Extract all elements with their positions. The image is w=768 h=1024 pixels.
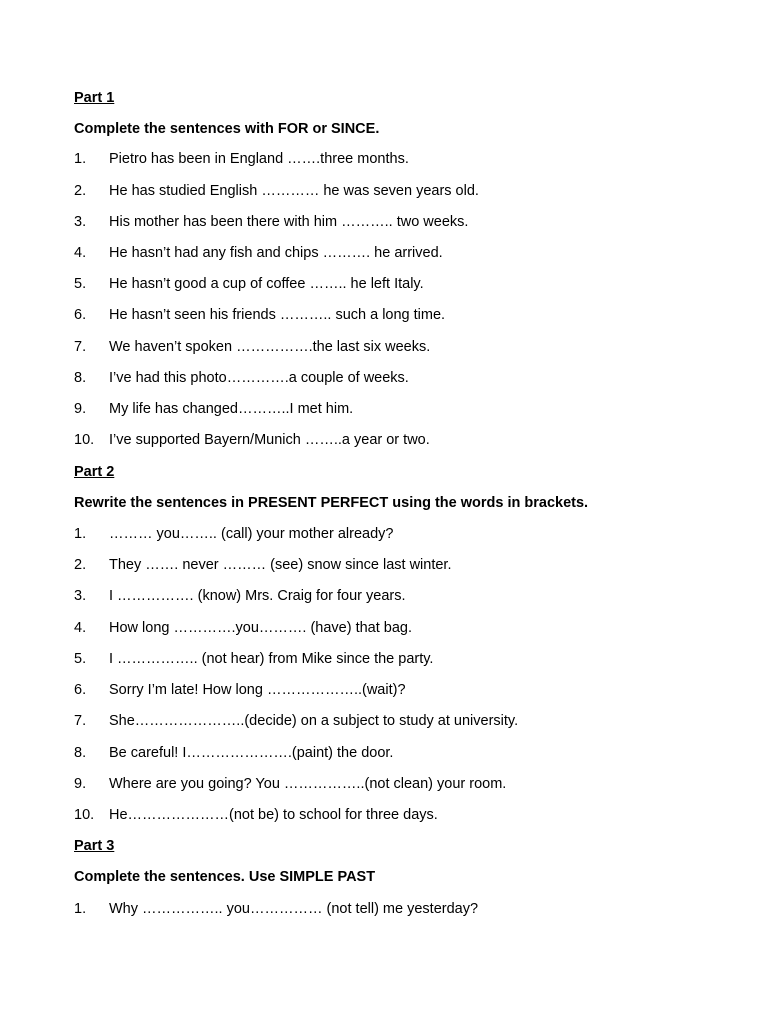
part1-heading: Part 1	[74, 90, 115, 106]
item-number: 8.	[74, 745, 87, 761]
item-number: 6.	[74, 682, 87, 698]
item-number: 5.	[74, 651, 87, 667]
list-item	[74, 807, 438, 823]
item-text: How long ………….you………. (have) that bag.	[109, 620, 413, 636]
list-item	[74, 651, 433, 667]
list-item	[74, 370, 409, 386]
item-text: We haven’t spoken …………….the last six weeks.	[109, 339, 431, 355]
list-item	[74, 214, 468, 230]
item-text: He hasn’t had any fish and chips ………. he arrived.	[109, 245, 443, 261]
item-number: 7.	[74, 339, 87, 355]
item-number: 10.	[74, 807, 95, 823]
list-item	[74, 713, 518, 729]
item-number: 9.	[74, 776, 87, 792]
list-item	[74, 745, 393, 761]
item-text: Pietro has been in England …….three months.	[109, 151, 409, 167]
list-item	[74, 339, 430, 355]
item-number: 1.	[74, 151, 87, 167]
list-item	[74, 526, 393, 542]
item-text: I’ve had this photo………….a couple of weeks.	[109, 370, 409, 386]
item-number: 2.	[74, 183, 87, 199]
item-text: Why …………….. you…………… (not tell) me yesterday?	[109, 901, 479, 917]
list-item	[74, 901, 478, 917]
part2-heading: Part 2	[74, 464, 115, 480]
item-text: They ……. never ……… (see) snow since last winter.	[109, 557, 452, 573]
list-item	[74, 151, 409, 167]
item-number: 5.	[74, 276, 87, 292]
list-item	[74, 401, 353, 417]
item-text: I ……………. (know) Mrs. Craig for four years.	[109, 588, 406, 604]
list-item	[74, 682, 406, 698]
item-number: 3.	[74, 588, 87, 604]
item-number: 3.	[74, 214, 87, 230]
item-number: 9.	[74, 401, 87, 417]
list-item	[74, 245, 443, 261]
item-text: He hasn’t seen his friends ……….. such a long time.	[109, 307, 446, 323]
part3-heading: Part 3	[74, 838, 115, 854]
part2-instruction: Rewrite the sentences in PRESENT PERFECT using the words in brackets.	[74, 495, 589, 511]
part3-instruction: Complete the sentences. Use SIMPLE PAST	[74, 869, 376, 885]
item-number: 1.	[74, 526, 87, 542]
item-text: My life has changed………..I met him.	[109, 401, 354, 417]
item-text: Sorry I’m late! How long ………………..(wait)?	[109, 682, 406, 698]
part1-instruction: Complete the sentences with FOR or SINCE.	[74, 121, 380, 137]
list-item	[74, 588, 406, 604]
list-item	[74, 183, 479, 199]
item-number: 10.	[74, 432, 95, 448]
item-text: Where are you going? You ……………..(not clean) your room.	[109, 776, 507, 792]
item-number: 7.	[74, 713, 87, 729]
item-text: Be careful! I………………….(paint) the door.	[109, 745, 394, 761]
item-text: He hasn’t good a cup of coffee …….. he left Italy.	[109, 276, 424, 292]
list-item	[74, 432, 430, 448]
item-text: I …………….. (not hear) from Mike since the party.	[109, 651, 434, 667]
list-item	[74, 276, 424, 292]
item-text: ……… you…….. (call) your mother already?	[109, 526, 394, 542]
list-item	[74, 620, 412, 636]
list-item	[74, 776, 506, 792]
item-text: He has studied English ………… he was seven years old.	[109, 183, 479, 199]
item-text: He…………………(not be) to school for three days.	[109, 807, 438, 823]
list-item	[74, 557, 451, 573]
item-text: I’ve supported Bayern/Munich ……..a year or two.	[109, 432, 430, 448]
item-text: She…………………..(decide) on a subject to study at university.	[109, 713, 519, 729]
item-number: 6.	[74, 307, 87, 323]
item-text: His mother has been there with him ……….. two weeks.	[109, 214, 469, 230]
item-number: 4.	[74, 620, 87, 636]
list-item	[74, 307, 445, 323]
item-number: 4.	[74, 245, 87, 261]
item-number: 1.	[74, 901, 87, 917]
item-number: 2.	[74, 557, 87, 573]
item-number: 8.	[74, 370, 87, 386]
